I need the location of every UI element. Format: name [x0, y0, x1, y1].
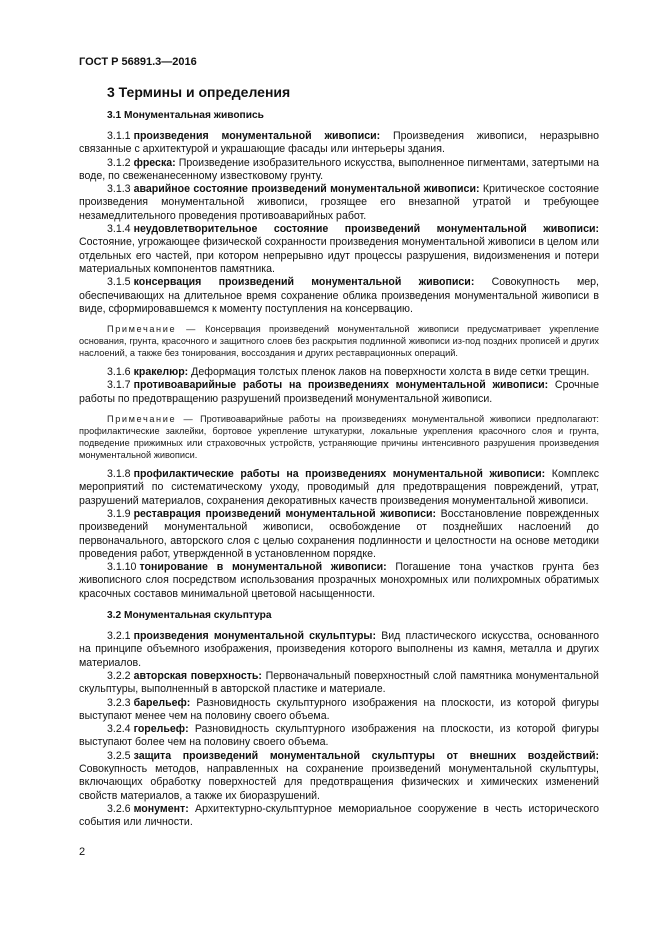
term-number: 3.2.4 — [107, 723, 131, 736]
term-entry — [79, 630, 599, 670]
subsection-title-painting: 3.1 Монументальная живопись — [107, 110, 264, 121]
term-name: аварийное состояние произведений монументальной живописи: — [133, 183, 480, 196]
term-number: 3.1.5 — [107, 276, 131, 289]
term-entry — [79, 561, 599, 601]
term-number: 3.1.10 — [107, 561, 137, 574]
term-number: 3.1.6 — [107, 366, 131, 379]
term-definition: Разновидность скульптурного изображения на плоскости, из которой фигуры выступают более чем на половину своего объема. — [79, 723, 599, 749]
term-entry — [79, 366, 599, 379]
subsection-title-sculpture: 3.2 Монументальная скульптура — [107, 610, 272, 622]
note — [79, 323, 599, 359]
term-name: произведения монументальной живописи: — [133, 130, 381, 142]
term-name: барельеф: — [133, 696, 191, 709]
term-definition: Совокупность методов, направленных на сохранение произведений монументальной скульптуры, включающих обработку поверхностей для предотвращения физических и химических изменений свойств материалов, а также их биоразрушений. — [79, 762, 599, 802]
term-definition: Погашение тона участков грунта без живописного слоя посредством использования прозрачных монохромных или полихромных обратимых красочных составов минимальной цветовой насыщенности. — [79, 561, 599, 600]
term-definition: Срочные работы по предотвращению разрушений произведений монументальной живописи. — [79, 379, 599, 405]
term-number: 3.2.5 — [107, 749, 131, 762]
term-definition: Деформация толстых пленок лаков на поверхности холста в виде сетки трещин. — [191, 366, 590, 379]
document-page — [79, 55, 599, 829]
term-definition: Восстановление поврежденных произведений монументальной живописи, освобождение от позднейших наслоений до первоначального, авторского слоя с целью сохранения подлинности и целостности на основе методики проведения работ, утвержденной в установленном порядке. — [79, 507, 600, 560]
term-definition: Комплекс мероприятий по систематическому уходу, проводимый для предотвращения повреждений, утрат, разрушений материалов, сохранения декоративных качеств произведения монументальной живописи. — [79, 468, 599, 507]
term-entry — [79, 468, 599, 508]
note-text: Противоаварийные работы на произведениях монументальной живописи предполагают: профилактические заклейки, бортовое укрепление штукатурки, локальные укрепления красочного слоя и грунта, подведение прижимных или страховочных устройств, устраняющие причины интенсивного разрушения произведения монументальной живописи. — [79, 414, 599, 461]
term-definition: Вид пластического искусства, основанного на принципе объемного изображения, произведения которого выполнены из камня, металла и других материалов. — [79, 630, 600, 669]
note — [79, 413, 599, 461]
term-number: 3.1.9 — [107, 507, 131, 520]
term-name: произведения монументальной скульптуры: — [133, 630, 376, 643]
term-entry — [79, 276, 599, 316]
term-definition: Произведение изобразительного искусства, выполненное пигментами, затертыми на воде, по свеженанесенному известковому грунту. — [79, 156, 600, 182]
section-title: 3 Термины и определения — [107, 84, 291, 100]
term-name: монумент: — [133, 802, 189, 815]
term-number: 3.1.1 — [107, 130, 131, 142]
term-entry — [79, 803, 599, 830]
term-definition: Критическое состояние произведения монументальной живописи, грозящее его внезапной утратой и требующее незамедлительного проведения противоаварийных работ. — [79, 183, 599, 222]
term-entry — [79, 183, 599, 223]
term-definition: Разновидность скульптурного изображения на плоскости, из которой фигуры выступают менее чем на половину своего объема. — [79, 696, 599, 722]
term-entry — [79, 223, 599, 276]
term-number: 3.1.7 — [107, 379, 131, 392]
term-name: кракелюр: — [133, 366, 189, 379]
term-number: 3.2.6 — [107, 802, 131, 815]
term-name: противоаварийные работы на произведениях монументальной живописи: — [133, 379, 549, 392]
term-name: реставрация произведений монументальной живописи: — [133, 507, 437, 520]
page-number: 2 — [79, 846, 86, 858]
term-entry — [79, 130, 599, 157]
term-definition: Первоначальный поверхностный слой памятника монументальной скульптуры, выполненный в авторской пластике и материале. — [79, 669, 599, 696]
term-entry — [79, 508, 599, 561]
term-entry — [79, 379, 599, 406]
term-definition: Произведения живописи, неразрывно связанные с архитектурой и украшающие фасады или интерьеры здания. — [79, 130, 599, 156]
term-entry — [79, 750, 599, 803]
term-entry — [79, 697, 599, 724]
term-definition: Совокупность мер, обеспечивающих на длительное время сохранение облика произведения монументальной живописи в виде, сформировавшемся к моменту поступления на консервацию. — [79, 276, 599, 315]
term-number: 3.1.3 — [107, 183, 131, 196]
term-name: горельеф: — [133, 723, 189, 736]
term-entry — [79, 670, 599, 697]
term-name: защита произведений монументальной скульптуры от внешних воздействий: — [133, 749, 599, 762]
term-name: неудовлетворительное состояние произведений монументальной живописи: — [133, 223, 599, 236]
term-number: 3.2.2 — [107, 669, 131, 682]
term-name: консервация произведений монументальной живописи: — [133, 276, 475, 289]
note-label: Примечание — — [107, 414, 195, 425]
term-name: фреска: — [133, 156, 176, 169]
term-name: профилактические работы на произведениях монументальной живописи: — [133, 468, 546, 481]
term-number: 3.1.2 — [107, 156, 131, 169]
term-name: авторская поверхность: — [133, 669, 262, 682]
note-text: Консервация произведений монументальной живописи предусматривает укрепление основания, грунта, красочного и защитного слоев без раскрытия подлинной живописи из-под поздних прописей и других наслоений, а также без тонирования, воссоздания и других реставрационных операций. — [79, 324, 599, 359]
term-entry — [79, 723, 599, 750]
standard-header: ГОСТ Р 56891.3—2016 — [79, 56, 197, 68]
term-number: 3.2.1 — [107, 630, 131, 643]
term-entry — [79, 157, 599, 184]
term-number: 3.2.3 — [107, 696, 131, 709]
term-number: 3.1.8 — [107, 468, 131, 481]
term-definition: Состояние, угрожающее физической сохранности произведения монументальной живописи в целом или отдельных его частей, при котором непрерывно идут процессы разрушения, видоизменения и потери материальных компонентов памятника. — [79, 236, 599, 275]
term-number: 3.1.4 — [107, 223, 131, 236]
term-definition: Архитектурно-скульптурное мемориальное сооружение в честь исторического события или личности. — [79, 802, 599, 829]
note-label: Примечание — — [107, 324, 197, 335]
term-name: тонирование в монументальной живописи: — [139, 561, 387, 574]
